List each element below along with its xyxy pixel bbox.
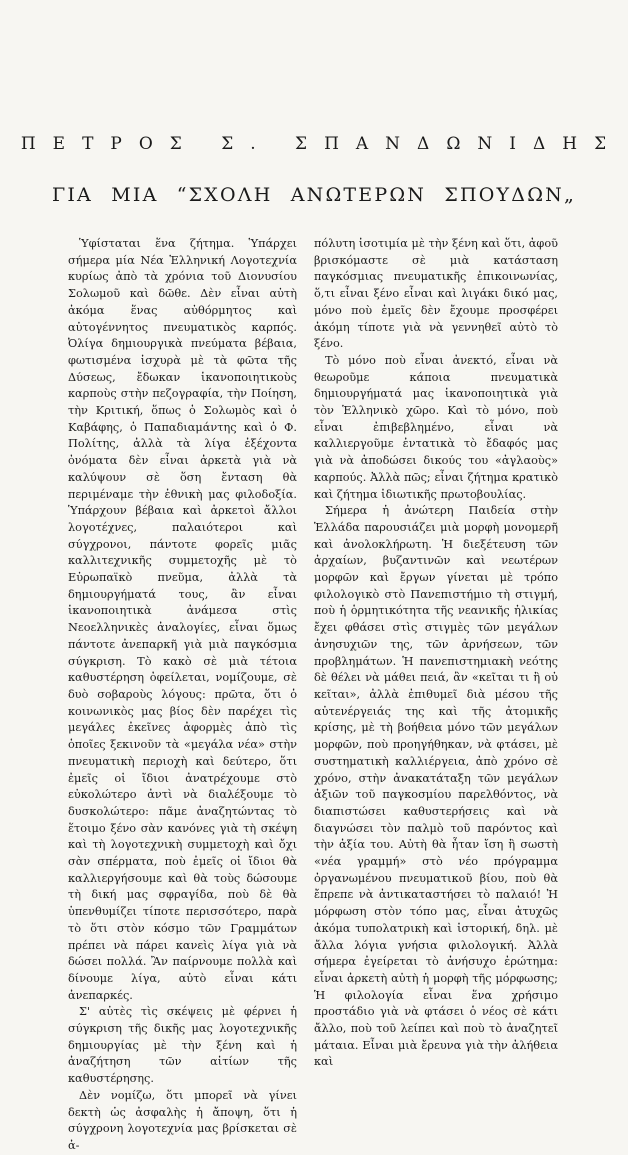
right-paragraph-2: Τὸ μόνο ποὺ εἶναι ἀνεκτό, εἶναι νὰ θεωροῦμε κάποια πνευματικὰ δημιουργήματά μας ἱκανοποιητικὰ γιὰ τὸν Ἑλληνικὸ χῶρο. Καὶ τὸ μόνο, ποὺ εἶναι ἐπιβεβλημένο, εἶναι νὰ καλλιεργοῦμε ἐντατικὰ τὸ ἔδαφός μας γιὰ νὰ ἀποδώσει δικούς του «ἀγλαοὺς» καρπούς. Ἀλλὰ πῶς; εἶναι ζήτημα κρατικὸ καὶ ζήτημα ἰδιωτικῆς πρωτοβουλίας.: [314, 353, 558, 501]
left-paragraph-2: Σ' αὐτὲς τὶς σκέψεις μὲ φέρνει ἡ σύγκριση τῆς δικῆς μας λογοτεχνικῆς δημιουργίας μὲ τὴν ξένη καὶ ἡ ἀναζήτηση τῶν αἰτίων τῆς καθυστέρησης.: [68, 1005, 297, 1086]
left-paragraph-1: Ὑφίσταται ἕνα ζήτημα. Ὑπάρχει σήμερα μία Νέα Ἑλληνική Λογοτεχνία κυρίως ἀπὸ τὰ χρόνια τοῦ Διονυσίου Σολωμοῦ καὶ δῶθε. Δὲν εἶναι αὐτὴ ἀκόμα ἕνας αὐθόρμητος καὶ αὐτογέννητος πνευματικὸς καρπός. Ὀλίγα δημιουργικὰ πνεύματα βέβαια, φωτισμένα ἰσχυρὰ μὲ τὰ φῶτα τῆς Δύσεως, ἔδωκαν ἱκανοποιητικοὺς καρποὺς στὴν πεζογραφία, τὴν Ποίηση, τὴν Κριτική, ὅπως ὁ Σολωμὸς καὶ ὁ Καβάφης, ὁ Παπαδιαμάντης καὶ ὁ Φ. Πολίτης, ἀλλὰ τὰ λίγα ἐξέχοντα ὀνόματα δὲν εἶναι ἀρκετὰ γιὰ νὰ καλύψουν σὲ ὅση ἔνταση θὰ περιμέναμε τὴν ἐθνικὴ μας φιλοδοξία. Ὑπάρχουν βέβαια καὶ ἀρκετοὶ ἄλλοι λογοτέχνες, παλαιότεροι καὶ σύγχρονοι, πάντοτε φορεῖς μιᾶς καλλιτεχνικῆς συμμετοχῆς μὲ τὸ Εὐρωπαϊκὸ πνεῦμα, ἀλλὰ τὰ δημιουργήματά τους, ἂν εἶναι ἱκανοποιητικὰ ἀνάμεσα στὶς Νεοελληνικὲς ἀναλογίες, εἶναι ὅμως πάντοτε ἀνεπαρκῆ γιὰ μιὰ παγκόσμια σύγκριση. Τὸ κακὸ σὲ μιὰ τέτοια καθυστέρηση ὀφείλεται, νομίζουμε, σὲ δυὸ σοβαροὺς λόγους: πρῶτα, ὅτι ὁ κοινωνικὸς μας βίος δὲν παρέχει τὶς μεγάλες ἐκεῖνες ἀφορμὲς ἀπὸ τὶς ὁποῖες ξεκινοῦν τὰ «μεγάλα νέα» στὴν πνευματικὴ περιοχὴ καὶ δεύτερο, ὅτι ἐμεῖς οἱ ἴδιοι ἀνατρέχουμε στὸ εὐκολώτερο ἀντὶ νὰ διαλέξουμε τὸ δυσκολώτερο: πᾶμε ἀναζητώντας τὸ ἕτοιμο ξένο σὰν κανόνες γιὰ τὴ σκέψη καὶ τὴ λογοτεχνικὴ συμμετοχὴ καὶ ὄχι σὰν σπέρματα, ποὺ ἐμεῖς οἱ ἴδιοι θὰ καλλιεργήσουμε καὶ θὰ τοὺς δώσουμε τὴ δική μας σφραγίδα, ποὺ δὲ θὰ ὑπενθυμίζει τίποτε περισσότερο, παρὰ τὸ ὅτι στὸν κόσμο τῶν Γραμμάτων πρέπει νὰ πάρει κανεὶς λίγα γιὰ νὰ δώσει πολλά. Ἂν παίρνουμε πολλὰ καὶ δίνουμε λίγα, αὐτὸ εἶναι κάτι ἀνεπαρκές.: [68, 237, 297, 1002]
author-name: ΠΕΤΡΟΣ Σ. ΣΠΑΝΔΩΝΙΔΗΣ: [20, 134, 624, 154]
right-paragraph-1: πόλυτη ἰσοτιμία μὲ τὴν ξένη καὶ ὅτι, ἀφοῦ βρισκόμαστε σὲ μιὰ κατάσταση παγκόσμιας πνευματικῆς ἐπικοινωνίας, ὅ,τι εἶναι ξένο εἶναι καὶ λιγάκι δικό μας, μόνο ποὺ ἐμεῖς δὲν ἔχουμε προσφέρει ἀκόμη τίποτε γιὰ νὰ γεννηθεῖ αὐτὸ τὸ ξένο.: [314, 237, 558, 351]
left-column: [68, 236, 297, 1155]
left-paragraph-3: Δὲν νομίζω, ὅτι μπορεῖ νὰ γίνει δεκτὴ ὡς ἀσφαλὴς ἡ ἄποψη, ὅτι ἡ σύγχρονη λογοτεχνία μας βρίσκεται σὲ ἀ-: [68, 1088, 297, 1152]
right-paragraph-3: Σήμερα ἡ ἀνώτερη Παιδεία στὴν Ἑλλάδα παρουσιάζει μιὰ μορφὴ μονομερῆ καὶ ἀνολοκλήρωτη. Ἡ διεξέτευση τῶν ἀρχαίων, βυζαντινῶν καὶ νεωτέρων μορφῶν καὶ ἔργων γίνεται μὲ τρόπο φιλολογικὸ στὸ Πανεπιστήμιο τὴ στιγμή, ποὺ ἡ ὁρμητικότητα τῆς νεανικῆς ἡλικίας ἔχει φθάσει στὶς στιγμὲς τῶν μεγάλων ἀνησυχιῶν της, τῶν ἀρνήσεων, τῶν προβλημάτων. Ἡ πανεπιστημιακὴ νεότης δὲ θέλει νὰ μάθει πειά, ἂν «κεῖται τι ἢ οὐ κεῖται», ἀλλὰ ἐπιθυμεῖ διὰ μέσου τῆς αὐτενέργειάς της καὶ τῆς ἀτομικῆς κρίσης, μὲ τὴ βοήθεια μόνο τῶν μεγάλων μορφῶν, ποὺ προηγήθηκαν, νὰ φτάσει, μὲ συστηματικὴ καλλιέργεια, ἀπὸ χρόνο σὲ χρόνο, στὴν ἀνακατάταξη τῶν μεγάλων ἀξιῶν τοῦ παγκοσμίου παρελθόντος, νὰ διαπιστώσει καθυστερήσεις καὶ νὰ διαγνώσει τὸν παλμὸ τοῦ παρόντος καὶ τὴν ἀξία του. Αὐτὴ θὰ ἦταν ἴση ἢ σωστὴ «νέα γραμμή» στὸ νέο πρόγραμμα ὀργανωμένου πνευματικοῦ βίου, ποὺ θὰ ἔπρεπε νὰ ἀντικαταστήσει τὸ παλαιό! Ἡ μόρφωση στὸν τόπο μας, εἶναι ἀτυχῶς ἀκόμα τυπολατρικὴ καὶ ἱστορική, δηλ. μὲ ἄλλα λόγια γνήσια φιλολογική. Ἀλλὰ σήμερα ἐγείρεται τὸ ἀνήσυχο ἐρώτημα: εἶναι ἀρκετὴ αὐτὴ ἡ μορφὴ τῆς μόρφωσης; Ἡ φιλολογία εἶναι ἕνα χρήσιμο προστάδιο γιὰ νὰ φτάσει ὁ νέος σὲ κάτι ἄλλο, ποὺ τοῦ λείπει καὶ ποὺ τὸ ἀναζητεῖ μάταια. Εἶναι μιὰ ἔρευνα γιὰ τὴν ἀλήθεια καὶ: [314, 504, 558, 1069]
right-column: [314, 236, 558, 1071]
article-title: ΓΙΑ ΜΙΑ “ΣΧΟΛΗ ΑΝΩΤΕΡΩΝ ΣΠΟΥΔΩΝ„: [51, 184, 577, 206]
